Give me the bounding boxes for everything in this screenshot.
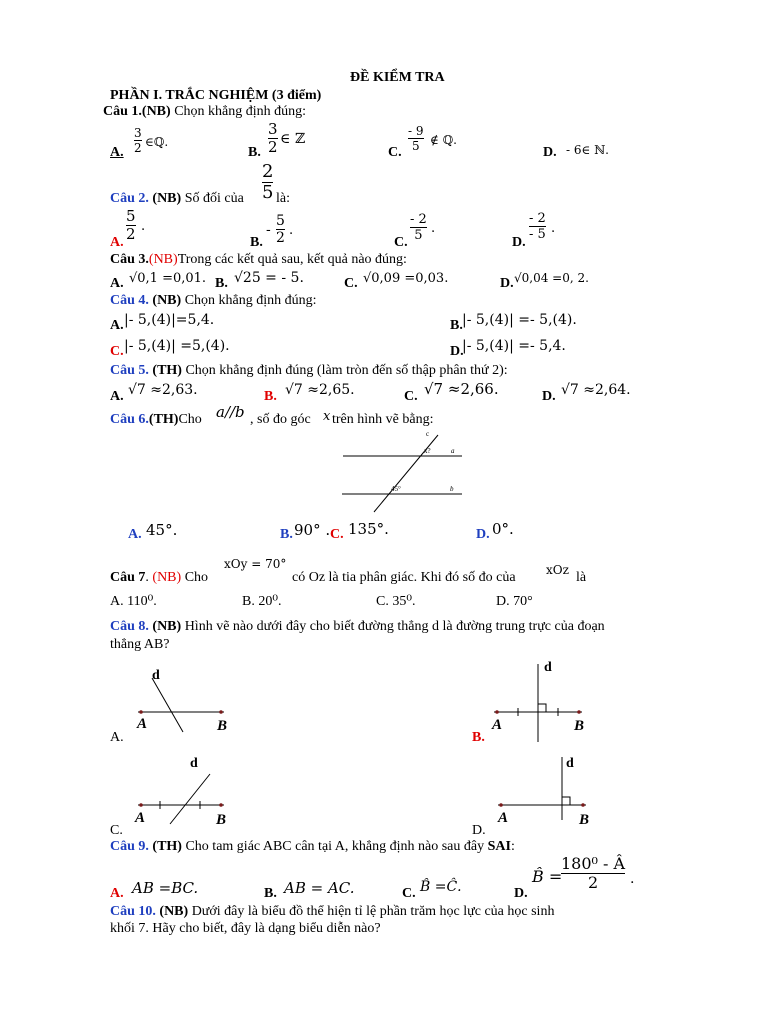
q3-option-b-label[interactable]: B. — [215, 276, 228, 291]
q4-option-a-expr: |- 5,(4)|=5,4. — [124, 312, 215, 328]
q6-option-a-value: 45°. — [146, 521, 178, 539]
question-text: Chọn khẳng định đúng: — [181, 293, 317, 308]
question-label: Câu 8. — [110, 619, 149, 634]
q2-option-b-label[interactable]: B. — [250, 235, 263, 250]
q9-option-d-fraction: 180⁰ - Â 2 — [561, 854, 626, 892]
q2-option-d-dot: . — [551, 221, 556, 236]
q2-option-b-sign: - — [266, 222, 271, 238]
q6-variable: x — [323, 409, 331, 424]
q8-d-label-a: A — [498, 810, 509, 826]
question-label: Câu 10. — [110, 904, 156, 919]
question-level: (NB) — [148, 570, 182, 585]
q4-option-b-expr: |- 5,(4)| =- 5,(4). — [462, 312, 577, 328]
q3-option-c-label[interactable]: C. — [344, 276, 358, 291]
question-emphasis: SAI — [487, 839, 511, 854]
q2-option-c-fraction: - 2 5 — [410, 212, 427, 243]
q6-option-d-value: 0°. — [492, 520, 514, 538]
q7-tail: là — [576, 570, 587, 585]
q3-option-a-label[interactable]: A. — [110, 276, 124, 291]
q2-tail: là: — [276, 191, 290, 206]
q2-option-a-fraction: 5 2 — [126, 207, 136, 243]
q6-option-d-label[interactable]: D. — [476, 527, 490, 542]
q1-option-d-expr: - 6∈ ℕ. — [566, 143, 609, 157]
q8-option-a-label[interactable]: A. — [110, 730, 124, 745]
q2-option-a-dot: . — [141, 219, 146, 234]
q5-option-d-expr: √7 ≈2,64. — [561, 382, 631, 398]
q1-option-b-label[interactable]: B. — [248, 145, 261, 160]
q8-a-label-d: d — [152, 668, 160, 683]
question-level: (NB) — [148, 619, 182, 634]
question-label: Câu 3. — [110, 252, 149, 267]
question-8-continued: thẳng AB? — [110, 637, 170, 652]
question-text: Trong các kết quả sau, kết quả nào đúng: — [177, 252, 407, 267]
q6-label-c: c — [426, 430, 430, 438]
q8-c-label-b: B — [216, 812, 227, 828]
q1-option-c-label[interactable]: C. — [388, 145, 402, 160]
question-level: (TH) — [148, 363, 182, 378]
question-colon: : — [510, 839, 515, 854]
q8-b-label-b: B — [574, 718, 585, 734]
q9-option-c-label[interactable]: C. — [402, 886, 416, 901]
q8-option-d-label[interactable]: D. — [472, 823, 486, 838]
q3-option-c-expr: √0,09 =0,03. — [363, 271, 449, 286]
q2-option-d-fraction: - 2 - 5 — [529, 211, 546, 242]
question-10-continued: khối 7. Hãy cho biết, đây là dạng biểu diễn nào? — [110, 921, 381, 936]
q5-option-c-label[interactable]: C. — [404, 389, 418, 404]
q3-option-d-expr: √0,04 =0, 2. — [514, 271, 589, 285]
q8-a-label-a: A — [137, 716, 148, 732]
q4-option-c-expr: |- 5,(4)| =5,(4). — [124, 338, 230, 354]
question-label: Câu 1. — [103, 104, 142, 119]
question-text: Hình vẽ nào dưới đây cho biết đường thẳng d là đường trung trực của đoạn — [181, 619, 605, 634]
q1-option-b-fraction: 3 2 — [268, 120, 278, 156]
question-label: Câu 6. — [110, 412, 149, 427]
q4-option-b-label[interactable]: B. — [450, 318, 463, 333]
part-heading: PHẦN I. TRẮC NGHIỆM (3 điểm) — [110, 88, 322, 103]
q7-option-d[interactable]: D. 70° — [496, 594, 533, 609]
q8-c-label-d: d — [190, 756, 198, 771]
q6-label-b: b — [450, 485, 454, 493]
q9-option-a-expr: AB =BC. — [132, 879, 199, 897]
q1-option-a-label[interactable]: A. — [110, 145, 124, 160]
q5-option-a-expr: √7 ≈2,63. — [128, 382, 198, 398]
q6-option-b-value: 90° . — [294, 521, 331, 539]
q4-option-c-label[interactable]: C. — [110, 344, 124, 359]
q1-option-a-relation: ∈ℚ. — [145, 135, 169, 149]
q6-label-angle: 45° — [391, 485, 401, 493]
q6-label-x: x? — [424, 447, 431, 455]
q6-option-a-label[interactable]: A. — [128, 527, 142, 542]
q1-option-d-label[interactable]: D. — [543, 145, 557, 160]
q2-option-b-fraction: 5 2 — [276, 213, 285, 246]
q9-option-a-label[interactable]: A. — [110, 886, 124, 901]
q5-option-d-label[interactable]: D. — [542, 389, 556, 404]
question-label: Câu 7 — [110, 570, 146, 585]
q4-option-d-expr: |- 5,(4)| =- 5,4. — [462, 338, 566, 354]
q9-option-d-lhs: B̂ = — [532, 867, 563, 886]
q7-option-b[interactable]: B. 20⁰. — [242, 594, 282, 609]
question-label: Câu 9. — [110, 839, 149, 854]
q9-option-c-expr: B̂ =Ĉ. — [420, 879, 462, 895]
q1-option-b-relation: ∈ ℤ — [280, 131, 306, 147]
q8-option-c-label[interactable]: C. — [110, 823, 123, 838]
q2-option-c-dot: . — [431, 221, 436, 236]
q3-option-d-label[interactable]: D. — [500, 276, 514, 291]
q1-option-c-relation: ∉ ℚ. — [430, 133, 457, 147]
question-text: Dưới đây là biểu đồ thể hiện tỉ lệ phần trăm học lực của học sinh — [188, 904, 555, 919]
question-text: Số đối của — [181, 191, 244, 206]
question-level: (NB) — [148, 252, 178, 267]
question-text: Chọn khẳng định đúng: — [170, 104, 307, 119]
q1-option-c-fraction: - 9 5 — [408, 124, 424, 153]
question-text: Cho — [178, 412, 202, 427]
question-level: (NB) — [148, 293, 182, 308]
question-label: Câu 4. — [110, 293, 149, 308]
question-label: Câu 2. — [110, 191, 149, 206]
question-level: (NB) — [141, 104, 171, 119]
page-title: ĐỀ KIỂM TRA — [350, 70, 445, 85]
q2-fraction: 2 5 — [262, 161, 274, 203]
q4-option-d-label[interactable]: D. — [450, 344, 464, 359]
q7-angle: xOz — [546, 563, 569, 577]
q4-option-a-label[interactable]: A. — [110, 318, 124, 333]
question-text: Cho — [181, 570, 209, 585]
q6-option-c-value: 135°. — [348, 520, 389, 538]
question-text: Cho tam giác ABC cân tại A, khẳng định nào sau đây — [181, 839, 488, 854]
q2-option-a-label[interactable]: A. — [110, 235, 124, 250]
q7-option-c[interactable]: C. 35⁰. — [376, 594, 416, 609]
question-level: (NB) — [148, 191, 182, 206]
q6-text-2: , số đo góc — [250, 412, 311, 427]
q8-figure-b — [494, 664, 585, 742]
q7-text-2: có Oz là tia phân giác. Khi đó số đo của — [292, 570, 516, 585]
q5-option-b-expr: √7 ≈2,65. — [285, 382, 355, 398]
q5-option-a-label[interactable]: A. — [110, 389, 124, 404]
q7-option-a[interactable]: A. 110⁰. — [110, 594, 157, 609]
question-level: (NB) — [155, 904, 189, 919]
q8-b-label-d: d — [544, 660, 552, 675]
q8-d-label-d: d — [566, 756, 574, 771]
q5-option-c-expr: √7 ≈2,66. — [424, 380, 499, 398]
q9-option-b-label[interactable]: B. — [264, 886, 277, 901]
q6-text-3: trên hình vẽ bằng: — [332, 412, 434, 427]
q2-option-b-dot: . — [289, 223, 294, 238]
question-label-dot: . — [145, 570, 149, 585]
question-label: Câu 5. — [110, 363, 149, 378]
q3-option-b-expr: √25 = - 5. — [234, 270, 304, 286]
q8-b-label-a: A — [492, 717, 503, 733]
q8-figure-c — [138, 774, 224, 824]
q5-option-b-label[interactable]: B. — [264, 389, 277, 404]
q8-a-label-b: B — [217, 718, 228, 734]
q1-option-a-fraction: 3 2 — [134, 126, 142, 155]
q8-d-label-b: B — [579, 812, 590, 828]
question-text: Chọn khẳng định đúng (làm tròn đến số thập phân thứ 2): — [181, 363, 508, 378]
question-level: (TH) — [148, 839, 182, 854]
q3-option-a-expr: √0,1 =0,01. — [129, 271, 207, 286]
q2-option-d-label[interactable]: D. — [512, 235, 526, 250]
question-9 — [110, 840, 515, 854]
q8-option-b-label[interactable]: B. — [472, 730, 485, 745]
q8-figure-a — [138, 678, 224, 732]
q9-option-d-label[interactable]: D. — [514, 886, 528, 901]
question-10 — [110, 905, 554, 919]
q2-option-c-label[interactable]: C. — [394, 235, 408, 250]
q6-label-a: a — [451, 447, 455, 455]
q9-option-d-dot: . — [630, 871, 635, 887]
q6-option-b-label[interactable]: B. — [280, 527, 293, 542]
q9-option-b-expr: AB = AC. — [284, 879, 355, 897]
q7-condition: xOy = 70° — [224, 557, 287, 571]
q6-condition: a//b — [216, 403, 245, 421]
question-level: (TH) — [148, 412, 179, 427]
q8-c-label-a: A — [135, 810, 146, 826]
q6-option-c-label[interactable]: C. — [330, 527, 344, 542]
